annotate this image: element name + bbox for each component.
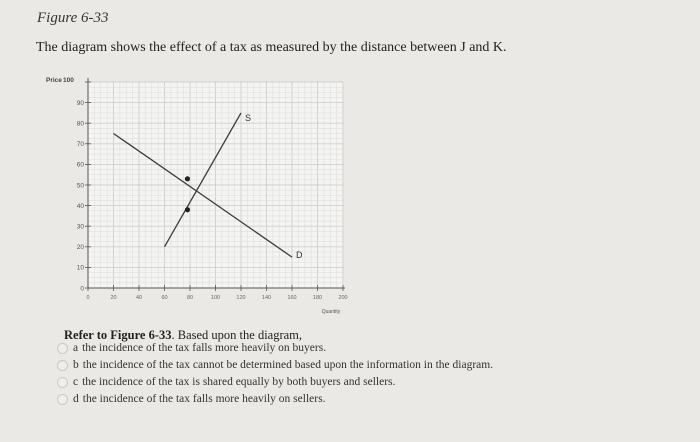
x-tick-label: 200 <box>338 295 348 301</box>
x-tick-label: 140 <box>261 295 272 301</box>
y-axis-label: Price <box>46 77 62 84</box>
point-j <box>185 176 190 181</box>
x-tick-label: 0 <box>86 295 90 301</box>
chart-grid <box>88 82 343 288</box>
y-tick-label: 90 <box>76 99 84 107</box>
option-a-text: the incidence of the tax falls more heavily on buyers. <box>82 342 327 354</box>
y-tick-label: 20 <box>76 244 84 252</box>
option-b[interactable] <box>57 358 493 372</box>
series-s-label: S <box>245 112 252 123</box>
option-d-radio[interactable] <box>57 394 68 405</box>
point-k <box>185 207 190 212</box>
y-tick-label: 30 <box>76 223 84 231</box>
option-b-text: the incidence of the tax cannot be determined based upon the information in the diagram. <box>82 359 494 371</box>
x-tick-label: 40 <box>135 295 143 301</box>
option-b-radio[interactable] <box>57 360 68 371</box>
x-tick-label: 100 <box>210 295 221 301</box>
y-tick-label: 60 <box>76 161 84 169</box>
y-tick-label: 70 <box>76 141 84 149</box>
option-b-letter: b <box>73 359 79 371</box>
y-tick-label: 0 <box>80 285 84 293</box>
answer-options <box>57 341 493 409</box>
x-tick-label: 20 <box>110 295 117 301</box>
option-a-letter: a <box>73 342 79 354</box>
option-a-radio[interactable] <box>57 343 68 354</box>
y-tick-label: 10 <box>76 264 84 272</box>
series-d-label: D <box>296 250 303 261</box>
y-axis-top-value: 100 <box>63 77 74 84</box>
option-a[interactable] <box>57 341 493 355</box>
option-c[interactable] <box>57 375 493 389</box>
option-c-text: the incidence of the tax is shared equally by both buyers and sellers. <box>82 376 396 388</box>
x-tick-label: 80 <box>186 295 194 301</box>
option-d[interactable] <box>57 392 493 406</box>
x-tick-label: 60 <box>161 295 168 301</box>
x-tick-label: 180 <box>312 295 323 301</box>
y-tick-label: 40 <box>76 202 84 210</box>
option-d-letter: d <box>73 393 79 405</box>
x-tick-label: 160 <box>287 295 297 301</box>
figure-title: Figure 6-33 <box>37 10 109 26</box>
y-tick-label: 80 <box>76 120 84 128</box>
x-axis-label: Quantity <box>321 309 341 315</box>
x-tick-label: 120 <box>236 295 246 301</box>
option-c-radio[interactable] <box>57 377 68 388</box>
option-d-text: the incidence of the tax falls more heavily on sellers. <box>82 393 326 405</box>
option-c-letter: c <box>73 376 79 388</box>
refer-suffix: . Based upon the diagram, <box>171 328 303 342</box>
y-tick-label: 50 <box>76 182 84 190</box>
refer-figure-ref: Refer to Figure 6-33 <box>64 328 172 342</box>
question-text: The diagram shows the effect of a tax as measured by the distance between J and K. <box>36 40 507 55</box>
